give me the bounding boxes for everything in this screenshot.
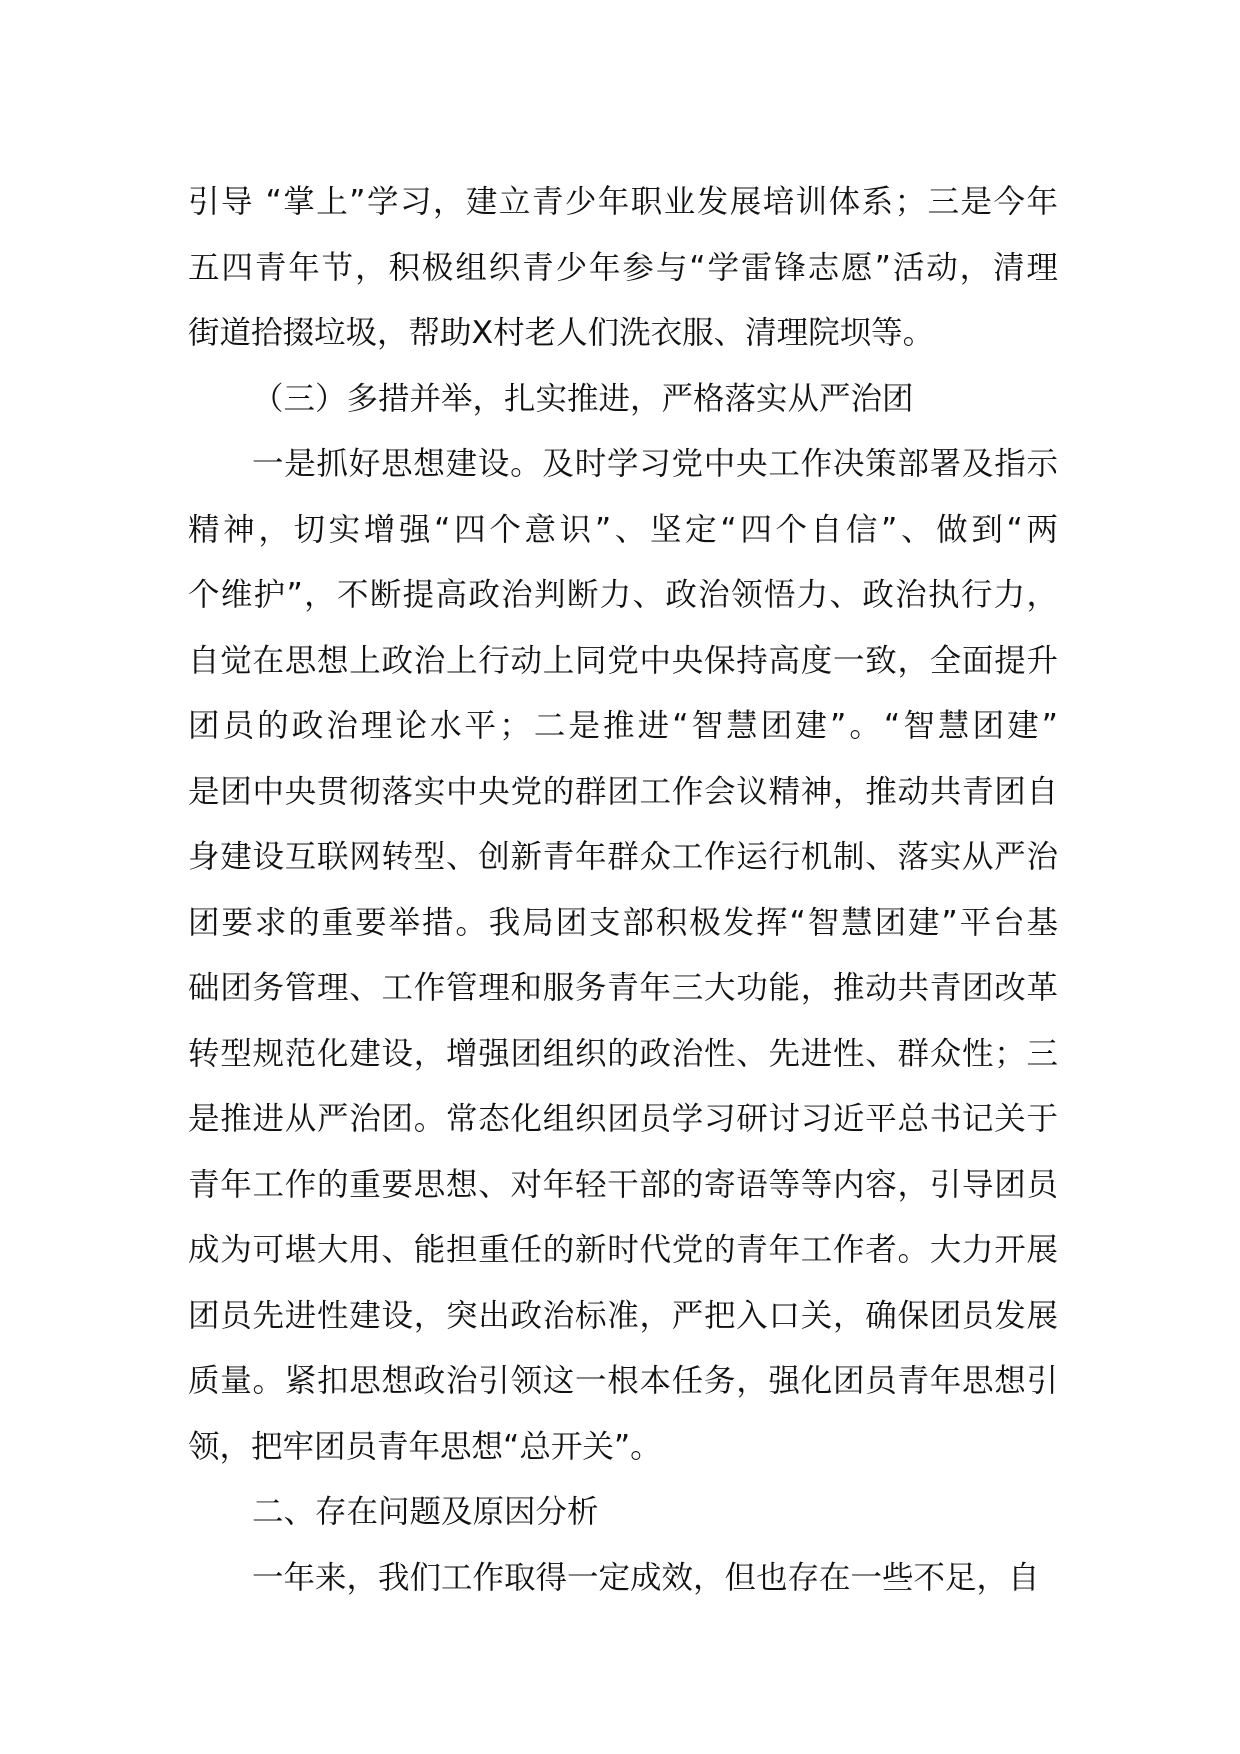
paragraph bbox=[188, 1546, 1058, 1612]
text-line: （三）多措并举，扎实推进，严格落实从严治团 bbox=[252, 380, 914, 417]
text-line: 个维护”，不断提高政治判断力、政治领悟力、政治执行力， bbox=[188, 577, 1058, 613]
text-line: 团要求的重要举措。我局团支部积极发挥“智慧团建”平台基 bbox=[188, 904, 1058, 941]
text-line: 是推进从严治团。常态化组织团员学习研讨习近平总书记关于 bbox=[188, 1101, 1058, 1137]
text-line: 础团务管理、工作管理和服务青年三大功能，推动共青团改革 bbox=[188, 970, 1058, 1006]
text-line: 团员先进性建设，突出政治标准，严把入口关，确保团员发展 bbox=[188, 1297, 1058, 1334]
text-line: 一年来，我们工作取得一定成效，但也存在一些不足，自 bbox=[252, 1559, 1040, 1596]
text-line: 是团中央贯彻落实中央党的群团工作会议精神，推动共青团自 bbox=[188, 773, 1058, 810]
text-line: 引导 “掌上”学习，建立青少年职业发展培训体系；三是今年 bbox=[188, 184, 1058, 220]
text-line: 五四青年节，积极组织青少年参与“学雷锋志愿”活动，清理 bbox=[188, 249, 1058, 286]
text-line: 自觉在思想上政治上行动上同党中央保持高度一致，全面提升 bbox=[188, 642, 1058, 679]
text-line: 质量。紧扣思想政治引领这一根本任务，强化团员青年思想引 bbox=[188, 1363, 1058, 1399]
section-heading bbox=[188, 367, 1058, 433]
text-line: 团员的政治理论水平；二是推进“智慧团建”。“智慧团建” bbox=[188, 708, 1058, 744]
document-page bbox=[188, 170, 1058, 1611]
text-line: 街道拾掇垃圾，帮助Ⅹ村老人们洗衣服、清理院坝等。 bbox=[188, 315, 935, 351]
text-line: 领，把牢团员青年思想“总开关”。 bbox=[188, 1428, 662, 1465]
text-line: 转型规范化建设，增强团组织的政治性、先进性、群众性；三 bbox=[188, 1035, 1058, 1072]
text-line: 精神，切实增强“四个意识”、坚定“四个自信”、做到“两 bbox=[188, 511, 1058, 548]
text-line: 青年工作的重要思想、对年轻干部的寄语等等内容，引导团员 bbox=[188, 1166, 1058, 1203]
paragraph bbox=[188, 170, 1058, 367]
text-line: 成为可堪大用、能担重任的新时代党的青年工作者。大力开展 bbox=[188, 1232, 1058, 1268]
text-line: 身建设互联网转型、创新青年群众工作运行机制、落实从严治 bbox=[188, 839, 1058, 875]
section-heading bbox=[188, 1480, 1058, 1546]
paragraph bbox=[188, 432, 1058, 1480]
text-line: 二、存在问题及原因分析 bbox=[252, 1494, 599, 1530]
text-line: 一是抓好思想建设。及时学习党中央工作决策部署及指示 bbox=[252, 446, 1058, 482]
